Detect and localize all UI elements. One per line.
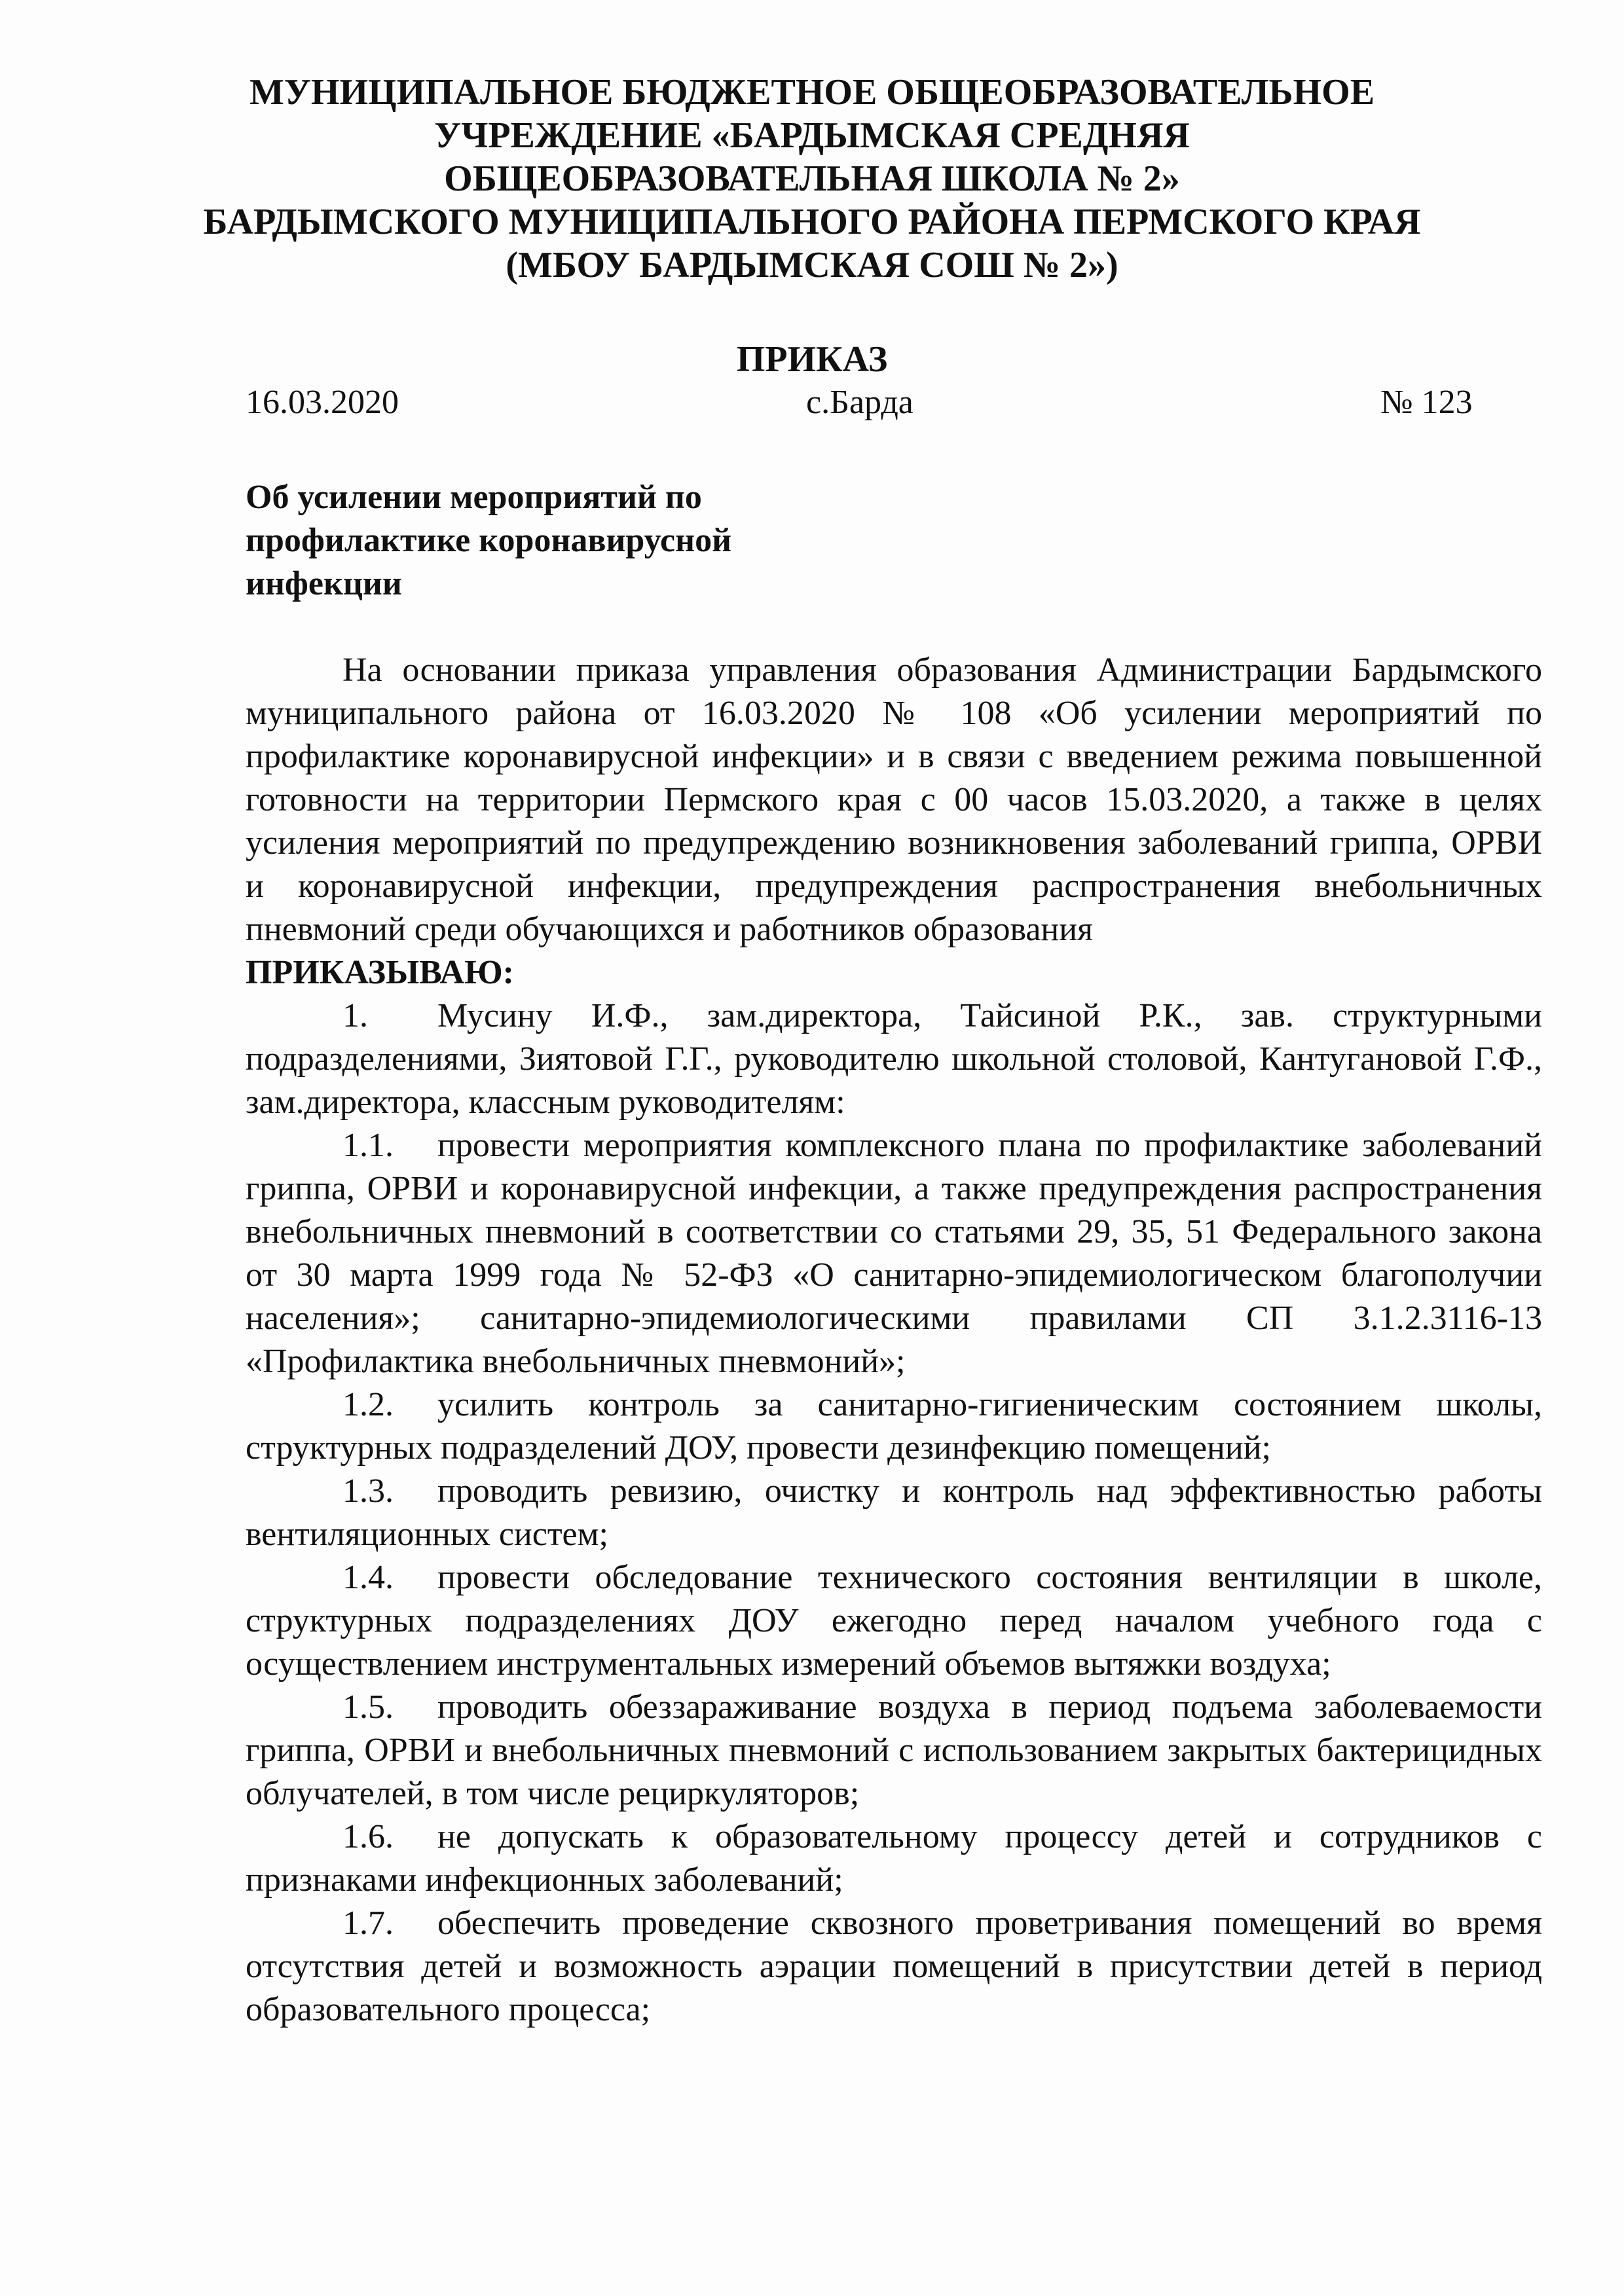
order-item	[246, 1902, 1542, 2032]
item-number: 1.1.	[342, 1127, 394, 1164]
header-line: УЧРЕЖДЕНИЕ «БАРДЫМСКАЯ СРЕДНЯЯ	[434, 115, 1190, 156]
order-item	[246, 994, 1542, 1124]
orders-heading: ПРИКАЗЫВАЮ:	[246, 954, 514, 991]
preamble-paragraph: На основании приказа управления образования Администрации Бардымского муниципального района от 16.03.2020 № 108 «Об усилении мероприятий по профилактике коронавирусной инфекции» и в связи с введением режима повышенной готовности на территории Пермского края с 00 часов 15.03.2020, а также в целях усиления мероприятий по предупреждению возникновения заболеваний гриппа, ОРВИ и коронавирусной инфекции, предупреждения распространения внебольничных пневмоний среди обучающихся и работников образования	[246, 651, 1542, 948]
subject-line: Об усилении мероприятий по	[246, 479, 702, 516]
order-item	[246, 1470, 1542, 1556]
subject-line: инфекции	[246, 565, 402, 602]
order-subject	[246, 476, 835, 606]
item-number: 1.5.	[342, 1688, 394, 1726]
item-number: 1.6.	[342, 1818, 394, 1855]
document-body	[246, 649, 1542, 2032]
item-text: Мусину И.Ф., зам.директора, Тайсиной Р.К., зав. структурными подразделениями, Зиятовой Г.Г., руководителю школьной столовой, Кантугановой Г.Ф., зам.директора, классным руководителям:	[246, 997, 1542, 1121]
header-line: ОБЩЕОБРАЗОВАТЕЛЬНАЯ ШКОЛА № 2»	[444, 158, 1180, 199]
order-item	[246, 1815, 1542, 1902]
header-line: (МБОУ БАРДЫМСКАЯ СОШ № 2»)	[506, 245, 1118, 285]
order-item	[246, 1383, 1542, 1470]
header-line: БАРДЫМСКОГО МУНИЦИПАЛЬНОГО РАЙОНА ПЕРМСКОГО КРАЯ	[203, 202, 1421, 242]
order-number: № 123	[1380, 384, 1473, 421]
item-number: 1.7.	[342, 1904, 394, 1942]
item-number: 1.4.	[342, 1559, 394, 1596]
order-date: 16.03.2020	[246, 384, 399, 421]
document-title: ПРИКАЗ	[736, 339, 888, 380]
order-item	[246, 1556, 1542, 1686]
item-text: обеспечить проведение сквозного проветривания помещений во время отсутствия детей и возможность аэрации помещений в присутствии детей в период образовательного процесса;	[246, 1904, 1542, 2028]
item-text: не допускать к образовательному процессу детей и сотрудников с признаками инфекционных заболеваний;	[246, 1818, 1542, 1899]
order-place: с.Барда	[806, 384, 913, 421]
subject-line: профилактике коронавирусной	[246, 522, 732, 559]
item-number: 1.3.	[342, 1472, 394, 1510]
item-text: проводить обеззараживание воздуха в период подъема заболеваемости гриппа, ОРВИ и внебольничных пневмоний с использованием закрытых бактерицидных облучателей, в том числе рециркуляторов;	[246, 1688, 1542, 1812]
order-item	[246, 1686, 1542, 1815]
organization-header	[196, 71, 1428, 287]
order-item	[246, 1124, 1542, 1383]
item-text: провести обследование технического состояния вентиляции в школе, структурных подразделениях ДОУ ежегодно перед началом учебного года с осуществлением инструментальных измерений объемов вытяжки воздуха;	[246, 1559, 1542, 1683]
item-number: 1.2.	[342, 1386, 394, 1423]
item-text: проводить ревизию, очистку и контроль над эффективностью работы вентиляционных систем;	[246, 1472, 1542, 1553]
item-number: 1.	[342, 997, 368, 1034]
item-text: усилить контроль за санитарно-гигиеническим состоянием школы, структурных подразделений ДОУ, провести дезинфекцию помещений;	[246, 1386, 1542, 1467]
item-text: провести мероприятия комплексного плана по профилактике заболеваний гриппа, ОРВИ и коронавирусной инфекции, а также предупреждения распространения внебольничных пневмоний в соответствии со статьями 29, 35, 51 Федерального закона от 30 марта 1999 года № 52-ФЗ «О санитарно-эпидемиологическом благополучии населения»; санитарно-эпидемиологическими правилами СП 3.1.2.3116-13 «Профилактика внебольничных пневмоний»;	[246, 1127, 1542, 1380]
header-line: МУНИЦИПАЛЬНОЕ БЮДЖЕТНОЕ ОБЩЕОБРАЗОВАТЕЛЬНОЕ	[249, 72, 1375, 113]
